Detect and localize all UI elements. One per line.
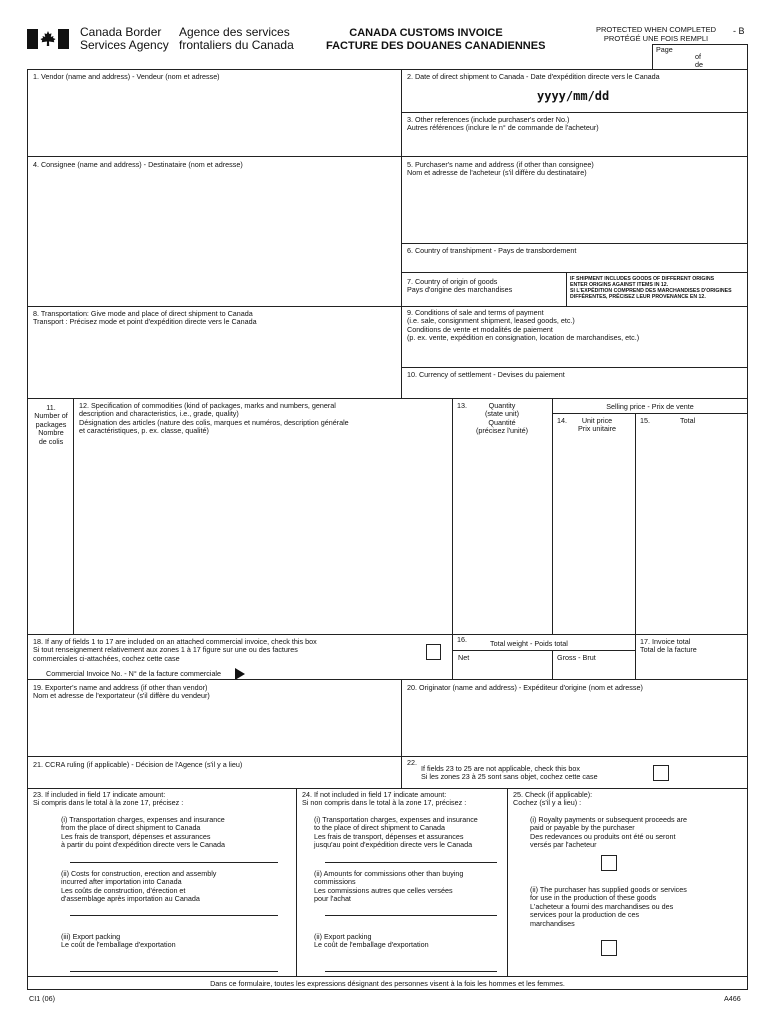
net-weight-input[interactable] (453, 662, 551, 678)
form-title-fr: FACTURE DES DOUANES CANADIENNES (326, 40, 546, 52)
field-4-label: 4. Consignee (name and address) - Destinataire (nom et adresse) (33, 160, 243, 169)
field-23-i-input[interactable] (70, 862, 278, 863)
exporter-input[interactable] (28, 704, 400, 756)
field-22-checkbox[interactable] (653, 765, 669, 781)
field-18-label: 18. If any of fields 1 to 17 are included on an attached commercial invoice, check this box Si tout renseignement relativement aux zones 1 à 17 figure sur une ou des factures commerciales ci-attachées, cochez cette case (33, 637, 317, 663)
field-21-label: 21. CCRA ruling (if applicable) - Décision de l'Agence (s'il y a lieu) (33, 760, 243, 769)
net-weight-label: Net (458, 653, 470, 662)
field-13-number: 13. (457, 401, 467, 410)
field-24-ii-input[interactable] (325, 915, 497, 916)
purchaser-input[interactable] (403, 181, 747, 241)
field-1-label: 1. Vendor (name and address) - Vendeur (nom et adresse) (33, 72, 220, 81)
protected-level: - B (733, 26, 745, 36)
field-5-label: 5. Purchaser's name and address (if other than consignee) Nom et adresse de l'acheteur (s'il diffère du destinataire) (407, 160, 594, 178)
footer-note: Dans ce formulaire, toutes les expressions désignant des personnes visent à la fois les hommes et les femmes. (210, 979, 565, 988)
field-10-label: 10. Currency of settlement - Devises du paiement (407, 370, 565, 379)
commodities-column-input[interactable] (74, 440, 451, 632)
field-18-checkbox[interactable] (426, 644, 441, 660)
consignee-input[interactable] (28, 172, 400, 306)
field-23-iii-label: (iii) Export packing Le coût de l'emballage d'exportation (61, 932, 176, 950)
gross-weight-input[interactable] (553, 662, 634, 678)
agency-name-en: Canada Border Services Agency (80, 25, 169, 52)
vendor-input[interactable] (28, 84, 400, 156)
page-label: Page (656, 45, 673, 54)
arrow-right-icon (234, 667, 246, 679)
field-16-label: Total weight - Poids total (490, 639, 568, 648)
field-25-i-label: (i) Royalty payments or subsequent proceeds are paid or payable by the purchaser Des redevances ou produits ont été ou seront versés par l'acheteur (530, 815, 688, 850)
originator-input[interactable] (403, 696, 747, 756)
form-title-en: CANADA CUSTOMS INVOICE (349, 27, 503, 39)
canada-flag-icon (27, 29, 69, 49)
field-17-label: 17. Invoice total Total de la facture (640, 637, 697, 655)
field-24-i-label: (i) Transportation charges, expenses and insurance to the place of direct shipment to Canada Les frais de transport, dépenses et assurances jusqu'au point d'expédition directe vers le Canada (314, 815, 478, 850)
field-23-i-label: (i) Transportation charges, expenses and insurance from the place of direct shipment to Canada Les frais de transport, dépenses et assurances à partir du point d'expédition directe vers le Canada (61, 815, 225, 850)
field-12-label: 12. Specification of commodities (kind of packages, marks and numbers, general description and characteristics, i.e., grade, quality) Désignation des articles (nature des colis, marques et numéros, description générale et caractéristiques, p. ex. classe, qualité) (79, 401, 349, 436)
field-25-ii-checkbox[interactable] (601, 940, 617, 956)
field-2-label: 2. Date of direct shipment to Canada - Date d'expédition directe vers le Canada (407, 72, 660, 81)
field-11-label: 11. Number of packages Nombre de colis (34, 403, 68, 446)
selling-price-label: Selling price - Prix de vente (606, 402, 694, 411)
total-column-input[interactable] (636, 440, 747, 632)
field-25-label: 25. Check (if applicable): Cochez (s'il y a lieu) : (513, 790, 593, 808)
field-16-number: 16. (457, 635, 467, 644)
quantity-column-input[interactable] (453, 440, 551, 632)
field-6-label: 6. Country of transhipment - Pays de transbordement (407, 246, 577, 255)
date-of-shipment-value[interactable]: yyyy/mm/dd (537, 89, 610, 103)
field-8-label: 8. Transportation: Give mode and place of direct shipment to Canada Transport : Précisez mode et point d'expédition directe vers le Canada (33, 309, 257, 327)
field-23-iii-input[interactable] (70, 971, 278, 972)
protected-notice: PROTECTED WHEN COMPLETED PROTÉGÉ UNE FOIS REMPLI (595, 25, 716, 43)
page-of-label: of de (695, 52, 703, 70)
field-24-iii-label: (ii) Export packing Le coût de l'emballage d'exportation (314, 932, 429, 950)
field-14-number: 14. (557, 416, 567, 425)
form-id: CI1 (06) (29, 994, 55, 1003)
field-24-ii-label: (ii) Amounts for commissions other than buying commissions Les commissions autres que celles versées pour l'achat (314, 869, 464, 904)
field-14-label: Unit price Prix unitaire (578, 416, 616, 434)
field-24-iii-input[interactable] (325, 971, 497, 972)
field-23-ii-input[interactable] (70, 915, 278, 916)
field-15-label: Total (680, 416, 696, 425)
commercial-invoice-label: Commercial Invoice No. - N° de la facture commerciale (46, 669, 222, 678)
field-13-label: Quantity (state unit) Quantité (précisez l'unité) (475, 401, 529, 436)
transportation-input[interactable] (28, 330, 400, 398)
field-24-label: 24. If not included in field 17 indicate amount: Si non compris dans le total à la zone 17, précisez : (302, 790, 467, 808)
field-22-label: If fields 23 to 25 are not applicable, check this box Si les zones 23 à 25 sont sans objet, cochez cette case (421, 764, 598, 782)
gross-weight-label: Gross - Brut (557, 653, 596, 662)
field-3-label: 3. Other references (include purchaser's order No.) Autres références (inclure le n° de commande de l'acheteur) (407, 115, 599, 133)
field-9-label: 9. Conditions of sale and terms of payment (i.e. sale, consignment shipment, leased goods, etc.) Conditions de vente et modalités de paiement (p. ex. vente, expédition en consignation, location de marchandises, etc.) (407, 308, 640, 343)
field-20-label: 20. Originator (name and address) - Expéditeur d'origine (nom et adresse) (407, 683, 643, 692)
packages-column-input[interactable] (28, 450, 72, 632)
field-24-i-input[interactable] (325, 862, 497, 863)
form-code: A466 (724, 994, 741, 1003)
field-22-number: 22. (407, 758, 417, 767)
field-23-ii-label: (ii) Costs for construction, erection and assembly incurred after importation into Canada Les coûts de construction, d'érection et d'assemblage après importation au Canada (61, 869, 217, 904)
field-19-label: 19. Exporter's name and address (if other than vendor) Nom et adresse de l'exportateur (s'il diffère du vendeur) (33, 683, 210, 701)
agency-name-fr: Agence des services frontaliers du Canada (179, 25, 294, 52)
unit-price-column-input[interactable] (553, 440, 634, 632)
invoice-total-input[interactable] (636, 656, 747, 678)
field-25-ii-label: (ii) The purchaser has supplied goods or services for use in the production of these goods L'acheteur a fourni des marchandises ou des services pour la production de ces marchandises (530, 885, 687, 928)
field-7-label: 7. Country of origin of goods Pays d'origine des marchandises (407, 277, 513, 295)
field-7-note: IF SHIPMENT INCLUDES GOODS OF DIFFERENT ORIGINS ENTER ORIGINS AGAINST ITEMS IN 12. SI L'EXPÉDITION COMPREND DES MARCHANDISES D'ORIGINES DIFFÉRENTES, PRÉCISEZ LEUR PROVENANCE EN 12. (570, 276, 732, 300)
field-15-number: 15. (640, 416, 650, 425)
field-25-i-checkbox[interactable] (601, 855, 617, 871)
field-23-label: 23. If included in field 17 indicate amount: Si compris dans le total à la zone 17, précisez : (33, 790, 184, 808)
